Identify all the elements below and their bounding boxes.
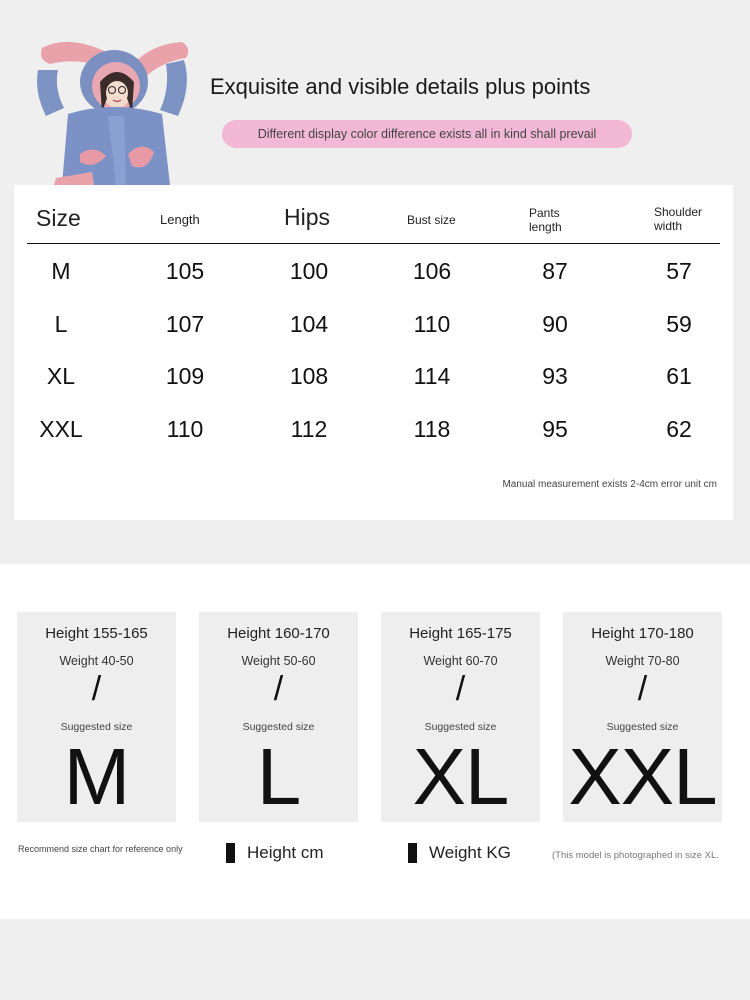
- measurement-note: Manual measurement exists 2-4cm error unit cm: [502, 479, 717, 490]
- header-divider: [27, 243, 720, 244]
- cell-pants: 90: [542, 311, 568, 337]
- recommendation-card-m: [17, 612, 176, 822]
- suggested-size-label: Suggested size: [606, 721, 679, 733]
- cell-bust: 106: [412, 258, 452, 284]
- column-header-bust: Bust size: [407, 213, 456, 227]
- cell-hips: 108: [289, 363, 329, 389]
- cell-length: 109: [165, 363, 205, 389]
- suggested-size-value: L: [256, 732, 301, 821]
- suggested-size-value: M: [63, 732, 130, 821]
- color-disclaimer-pill: Different display color difference exists all in kind shall prevail: [222, 120, 632, 148]
- column-header-length: Length: [160, 212, 200, 227]
- weight-range: Weight 60-70: [423, 654, 498, 668]
- legend-weight: [408, 843, 511, 863]
- column-header-pants-line-2: length: [529, 220, 562, 234]
- cell-hips: 100: [289, 258, 329, 284]
- height-range: Height 165-175: [409, 625, 512, 642]
- cell-shoulder: 57: [666, 258, 692, 284]
- size-recommendation-panel: [0, 564, 750, 919]
- legend-height-label: Height cm: [247, 843, 324, 862]
- weight-range: Weight 40-50: [59, 654, 134, 668]
- cell-length: 110: [166, 416, 204, 442]
- reference-note: Recommend size chart for reference only: [18, 844, 183, 854]
- cell-size: M: [51, 258, 71, 284]
- cell-length: 107: [165, 311, 205, 337]
- cell-shoulder: 62: [666, 416, 692, 442]
- cell-size: L: [54, 311, 68, 337]
- weight-range: Weight 50-60: [241, 654, 316, 668]
- recommendation-card-l: [199, 612, 358, 822]
- weight-range: Weight 70-80: [605, 654, 680, 668]
- legend-marker: [226, 843, 235, 863]
- column-header-shoulder-width: [654, 205, 702, 233]
- separator-slash: /: [273, 670, 284, 708]
- size-table: [14, 185, 733, 520]
- legend-weight-label: Weight KG: [429, 843, 511, 862]
- cell-pants: 95: [542, 416, 568, 442]
- cell-hips: 112: [290, 416, 328, 442]
- model-photo: [32, 30, 194, 185]
- height-range: Height 155-165: [45, 625, 148, 642]
- cell-pants: 87: [542, 258, 568, 284]
- suggested-size-value: XXL: [568, 732, 717, 821]
- separator-slash: /: [91, 670, 102, 708]
- recommendation-card-xl: [381, 612, 540, 822]
- height-range: Height 160-170: [227, 625, 330, 642]
- cell-shoulder: 59: [666, 311, 692, 337]
- cell-length: 105: [165, 258, 205, 284]
- cell-bust: 118: [413, 416, 451, 442]
- column-header-shoulder-line-1: Shoulder: [654, 205, 703, 219]
- headline: Exquisite and visible details plus points: [210, 74, 591, 99]
- suggested-size-value: XL: [412, 732, 509, 821]
- model-size-note: (This model is photographed in size XL.: [552, 850, 719, 861]
- column-header-hips: Hips: [284, 204, 331, 230]
- cell-size: XXL: [39, 416, 83, 442]
- cell-bust: 110: [413, 311, 451, 337]
- recommendation-card-xxl: [563, 612, 722, 822]
- cell-bust: 114: [413, 363, 451, 389]
- column-header-shoulder-line-2: width: [654, 219, 683, 233]
- cell-size: XL: [46, 363, 76, 389]
- height-range: Height 170-180: [591, 625, 694, 642]
- suggested-size-label: Suggested size: [424, 721, 497, 733]
- separator-slash: /: [637, 670, 648, 708]
- cell-pants: 93: [542, 363, 568, 389]
- column-header-pants-line-1: Pants: [529, 206, 560, 220]
- cell-hips: 104: [289, 311, 329, 337]
- legend-height: [226, 843, 324, 863]
- suggested-size-label: Suggested size: [242, 721, 315, 733]
- suggested-size-label: Suggested size: [60, 721, 133, 733]
- cell-shoulder: 61: [666, 363, 692, 389]
- separator-slash: /: [455, 670, 466, 708]
- column-header-size: Size: [36, 205, 81, 231]
- legend-marker: [408, 843, 417, 863]
- column-header-pants-length: [529, 206, 562, 234]
